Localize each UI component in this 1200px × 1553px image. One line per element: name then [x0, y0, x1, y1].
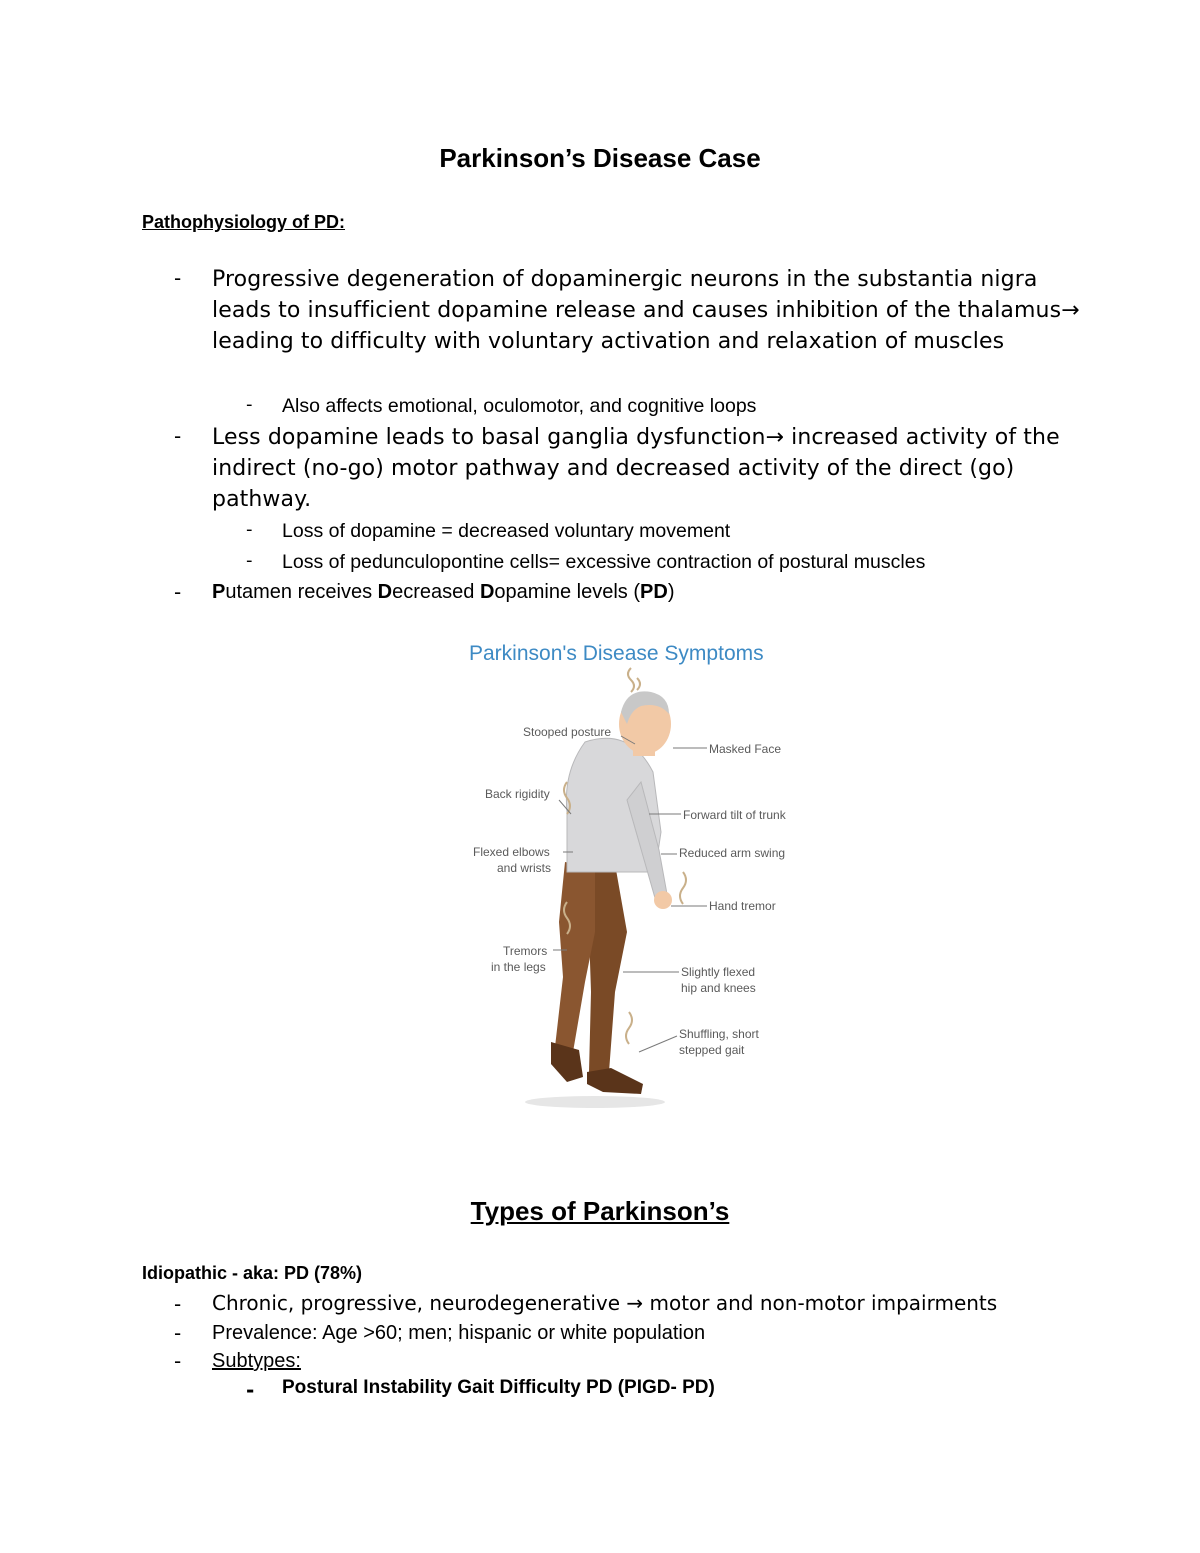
idiopathic-heading: Idiopathic - aka: PD (78%)	[142, 1263, 363, 1283]
bullet-chronic-progressive: Chronic, progressive, neurodegenerative → motor and non-motor impairments	[212, 1291, 998, 1315]
bullet-dash: -	[174, 266, 182, 290]
label-stepped-gait: stepped gait	[679, 1043, 745, 1057]
bullet-basal-ganglia: Less dopamine leads to basal ganglia dysfunction→ increased activity of the indirect (no-go) motor pathway and decreased activity of the direct (go) pathway.	[212, 425, 1060, 512]
bullet-prevalence: Prevalence: Age >60; men; hispanic or white population	[212, 1322, 706, 1344]
bullet-dash: -	[174, 1349, 182, 1373]
mnemonic-letter: P	[212, 581, 226, 603]
bullet-dash: -	[174, 580, 182, 604]
sub-bullet-dash: -	[246, 394, 253, 415]
bullet-putamen-mnemonic	[212, 580, 972, 604]
label-hip-and-knees: hip and knees	[681, 981, 756, 995]
parkinsons-symptoms-figure	[455, 632, 815, 1122]
sub-bullet-dash: -	[246, 550, 253, 571]
tremor-mark	[680, 872, 686, 904]
mnemonic-text: utamen receives	[225, 581, 378, 603]
label-stooped-posture: Stooped posture	[523, 725, 612, 739]
neck	[633, 742, 655, 756]
label-tremors: Tremors	[503, 944, 548, 958]
types-heading: Types of Parkinson’s	[470, 1196, 730, 1226]
label-flexed-wrists: and wrists	[497, 861, 552, 875]
label-slightly-flexed: Slightly flexed	[681, 965, 756, 979]
label-forward-tilt: Forward tilt of trunk	[683, 808, 786, 822]
sub-bullet-voluntary-movement: Loss of dopamine = decreased voluntary movement	[282, 520, 731, 542]
mnemonic-letter: D	[377, 581, 393, 603]
tremor-mark	[626, 1012, 632, 1044]
left-leg	[555, 862, 595, 1052]
bullet-dash: -	[174, 1292, 182, 1316]
mnemonic-text: )	[667, 581, 675, 603]
document-title: Parkinson’s Disease Case	[439, 143, 761, 173]
label-back-rigidity: Back rigidity	[485, 787, 550, 801]
sub-bullet-dash: -	[246, 519, 253, 540]
sub-bullet-loops: Also affects emotional, oculomotor, and cognitive loops	[282, 395, 757, 417]
right-shoe	[587, 1068, 643, 1094]
ground-shadow	[525, 1096, 665, 1108]
sub-bullet-pigd: Postural Instability Gait Difficulty PD (PIGD- PD)	[282, 1377, 715, 1398]
label-reduced-arm-swing: Reduced arm swing	[679, 846, 786, 860]
tremor-mark	[628, 668, 634, 692]
mnemonic-text: opamine levels (	[494, 581, 641, 603]
mnemonic-letter: PD	[640, 581, 668, 603]
label-shuffling: Shuffling, short	[679, 1027, 759, 1041]
mnemonic-letter: D	[479, 581, 495, 603]
bullet-subtypes: Subtypes:	[212, 1350, 301, 1372]
left-shoe	[551, 1042, 583, 1082]
label-hand-tremor: Hand tremor	[709, 899, 776, 913]
sub-bullet-dash: -	[246, 1378, 255, 1402]
sub-bullet-pedunculopontine: Loss of pedunculopontine cells= excessive contraction of postural muscles	[282, 551, 926, 573]
mnemonic-text: ecreased	[392, 581, 480, 603]
pathophysiology-heading: Pathophysiology of PD:	[142, 212, 346, 232]
bullet-dopaminergic-degeneration: Progressive degeneration of dopaminergic neurons in the substantia nigra leads to insufficient dopamine release and causes inhibition of the thalamus→ leading to difficulty with voluntary activation and relaxation of muscles	[212, 267, 1080, 354]
bullet-dash: -	[174, 1321, 182, 1345]
label-in-the-legs: in the legs	[491, 960, 546, 974]
figure-title: Parkinson's Disease Symptoms	[469, 642, 764, 665]
label-flexed-elbows: Flexed elbows	[473, 845, 550, 859]
label-masked-face: Masked Face	[709, 742, 782, 756]
hand	[654, 891, 672, 909]
tremor-mark	[637, 678, 640, 690]
bullet-dash: -	[174, 424, 182, 448]
